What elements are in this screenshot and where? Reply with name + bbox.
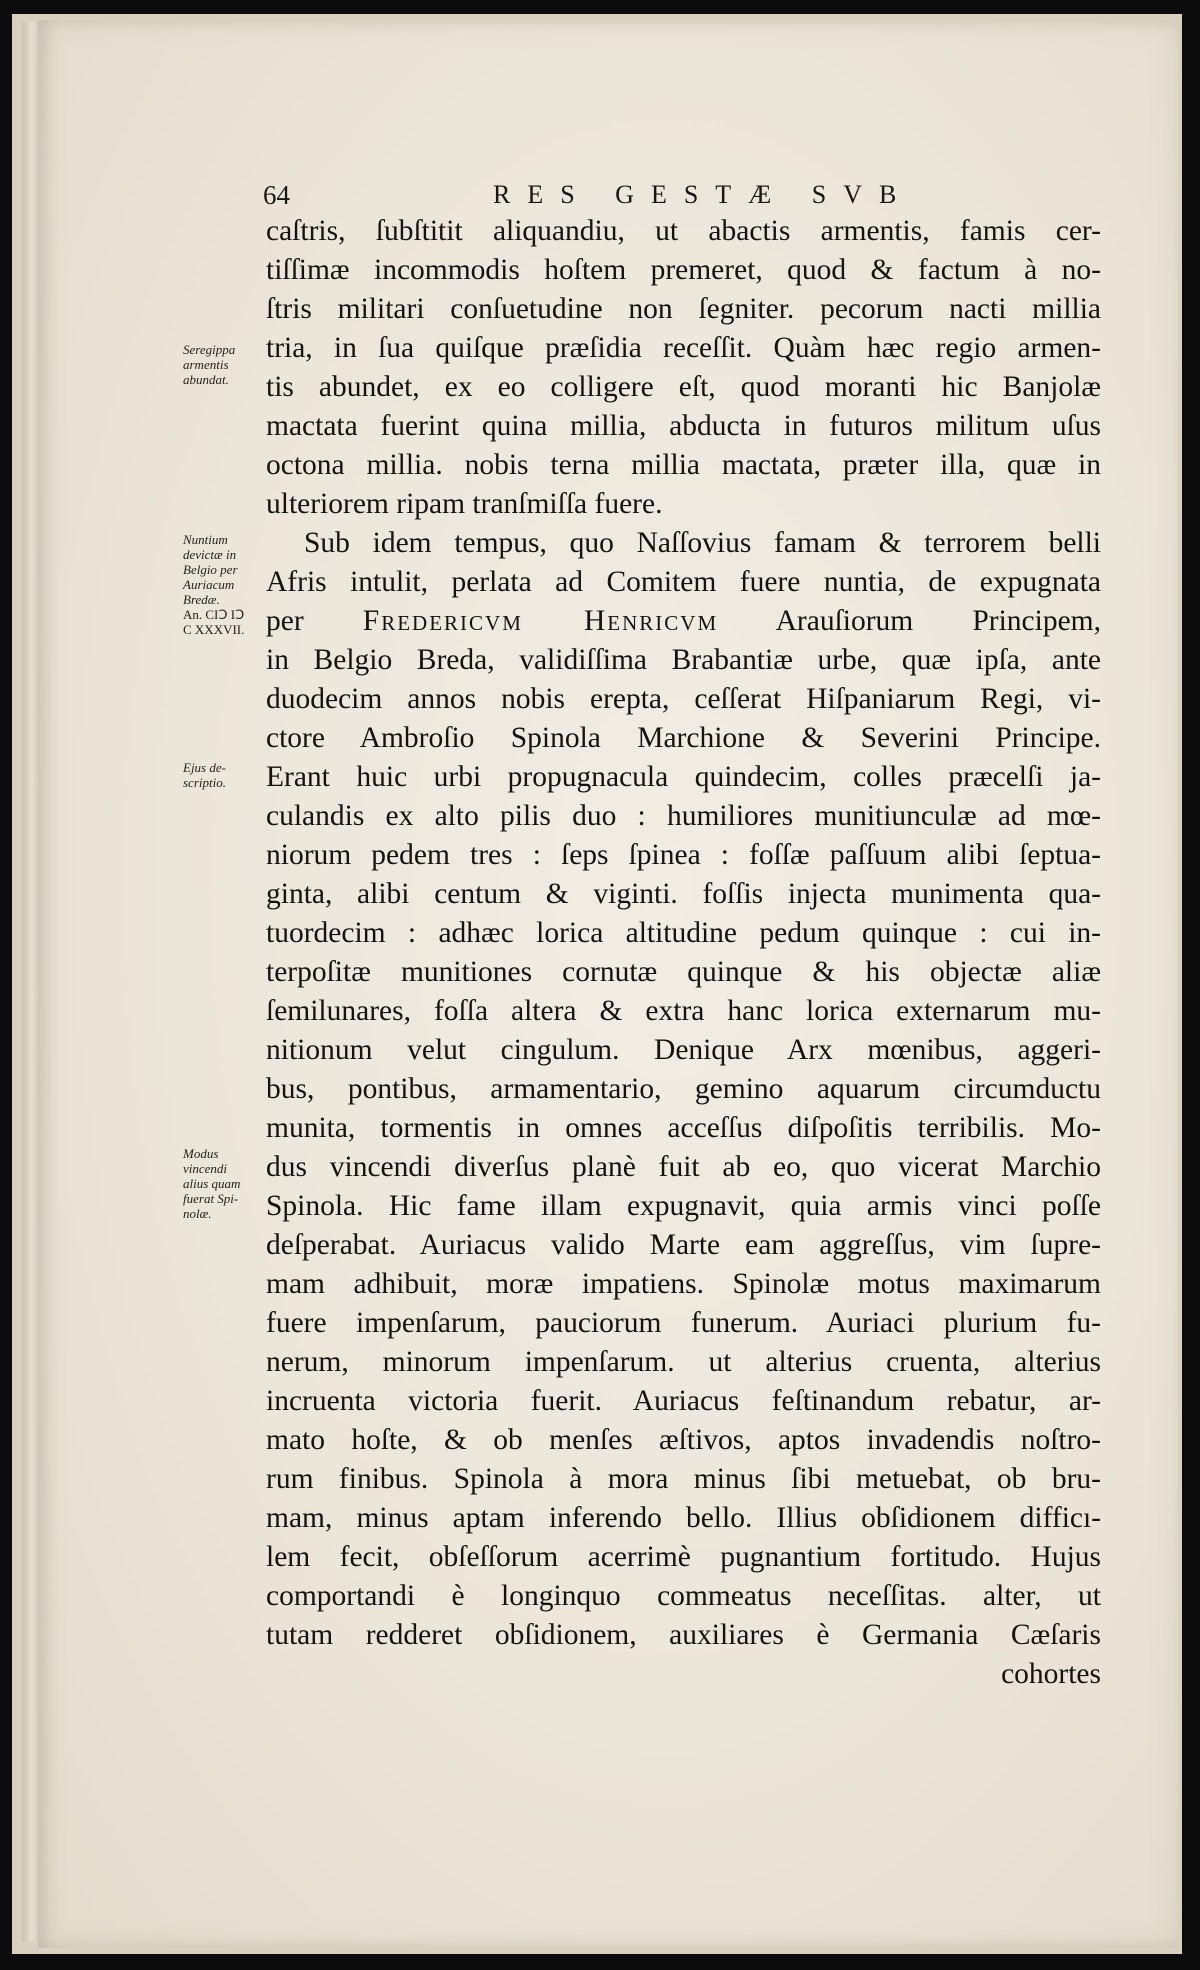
margin-note-line: vincendi	[183, 1161, 228, 1176]
margin-note-line: scriptio.	[183, 775, 226, 790]
margin-note-line: abundat.	[183, 372, 229, 387]
text-line-with-names	[266, 602, 1101, 641]
text-line: ctore Ambroſio Spinola Marchione & Severini Principe.	[266, 722, 1101, 754]
body-text	[266, 212, 1101, 1694]
text-line: in Belgio Breda, validiſſima Brabantiæ urbe, quæ ipſa, ante	[266, 644, 1101, 676]
text-line: tuordecim : adhæc lorica altitudine pedum quinque : cui in-	[266, 917, 1101, 949]
margin-note-line: C XXXVII.	[183, 622, 245, 637]
margin-note-line: alius quam	[183, 1176, 241, 1191]
text-line: ginta, alibi centum & viginti. foſſis injecta munimenta qua-	[266, 878, 1101, 910]
text-line: mam, minus aptam inferendo bello. Illius obſidionem difficı-	[266, 1502, 1101, 1534]
text-line: ſtris militari conſuetudine non ſegniter. pecorum nacti millia	[266, 293, 1101, 325]
text-line: deſperabat. Auriacus valido Marte eam aggreſſus, vim ſupre-	[266, 1229, 1101, 1261]
page-number: 64	[263, 180, 290, 210]
margin-note-line: devictæ in	[183, 547, 237, 562]
prince-name: Fredericvm Henricvm	[362, 605, 719, 637]
margin-note-line: armentis	[183, 357, 229, 372]
text-line: tiſſimæ incommodis hoſtem premeret, quod & factum à no-	[266, 254, 1101, 286]
text-line: dus vincendi diverſus planè fuit ab eo, quo vicerat Marchio	[266, 1151, 1101, 1183]
text-line-paragraph-start: Sub idem tempus, quo Naſſovius famam & terrorem belli	[304, 527, 1101, 559]
catchword: cohortes	[1001, 1658, 1101, 1690]
page-header	[263, 180, 1103, 210]
margin-note-line: Seregippa	[183, 342, 236, 357]
text-line: tis abundet, ex eo colligere eſt, quod moranti hic Banjolæ	[266, 371, 1101, 403]
text-line: incruenta victoria fuerit. Auriacus feſtinandum rebatur, ar-	[266, 1385, 1101, 1417]
margin-note-nuntium	[183, 532, 265, 637]
text-line: comportandi è longinquo commeatus neceſſitas. alter, ut	[266, 1580, 1101, 1612]
text-line: tutam redderet obſidionem, auxiliares è Germania Cæſaris	[266, 1619, 1101, 1651]
text-line: fuere impenſarum, pauciorum funerum. Auriaci plurium fu-	[266, 1307, 1101, 1339]
text-line: terpoſitæ munitiones cornutæ quinque & his objectæ aliæ	[266, 956, 1101, 988]
text-line: lem fecit, obſeſſorum acerrimè pugnantium fortitudo. Hujus	[266, 1541, 1101, 1573]
running-title: RES GESTÆ SVB	[493, 180, 914, 209]
text-line: Afris intulit, perlata ad Comitem fuere nuntia, de expugnata	[266, 566, 1101, 598]
text-line: ſemilunares, foſſa altera & extra hanc lorica externarum mu-	[266, 995, 1101, 1027]
page-edge-stack	[22, 22, 39, 1942]
margin-note-line: fuerat Spi-	[183, 1191, 239, 1206]
text-line: rum finibus. Spinola à mora minus ſibi metuebat, ob bru-	[266, 1463, 1101, 1495]
text-line: mato hoſte, & ob menſes æſtivos, aptos invadendis noſtro-	[266, 1424, 1101, 1456]
margin-note-line: Nuntium	[183, 532, 228, 547]
margin-note-ejus-descriptio	[183, 760, 265, 790]
text-line: culandis ex alto pilis duo : humiliores munitiunculæ ad mœ-	[266, 800, 1101, 832]
margin-note-line: Belgio per	[183, 562, 238, 577]
text-line: ulteriorem ripam tranſmiſſa fuere.	[266, 488, 663, 520]
text-line: bus, pontibus, armamentario, gemino aquarum circumductu	[266, 1073, 1101, 1105]
text-line: mactata fuerint quina millia, abducta in futuros militum uſus	[266, 410, 1101, 442]
margin-note-line: An. CIↃ IↃ	[183, 607, 245, 622]
text-line: nerum, minorum impenſarum. ut alterius cruenta, alterius	[266, 1346, 1101, 1378]
text-line: Spinola. Hic fame illam expugnavit, quia armis vinci poſſe	[266, 1190, 1101, 1222]
margin-note-line: Modus	[183, 1146, 219, 1161]
margin-note-modus-vincendi	[183, 1146, 265, 1221]
text-line: niorum pedem tres : ſeps ſpinea : foſſæ paſſuum alibi ſeptua-	[266, 839, 1101, 871]
text-line: caſtris, ſubſtitit aliquandiu, ut abactis armentis, famis cer-	[266, 215, 1101, 247]
margin-note-line: Auriacum	[183, 577, 235, 592]
text-line: Erant huic urbi propugnacula quindecim, colles præcelſi ja-	[266, 761, 1101, 793]
text-line: munita, tormentis in omnes acceſſus diſpoſitis terribilis. Mo-	[266, 1112, 1101, 1144]
text-line: mam adhibuit, moræ impatiens. Spinolæ motus maximarum	[266, 1268, 1101, 1300]
margin-note-seregippa	[183, 342, 265, 387]
text-line: duodecim annos nobis erepta, ceſſerat Hiſpaniarum Regi, vi-	[266, 683, 1101, 715]
text-line: nitionum velut cingulum. Denique Arx mœnibus, aggeri-	[266, 1034, 1101, 1066]
names-prefix: per	[266, 605, 363, 637]
margin-note-line: Ejus de-	[183, 760, 226, 775]
margin-note-line: Bredæ.	[183, 592, 220, 607]
text-line: tria, in ſua quiſque præſidia receſſit. Quàm hæc regio armen-	[266, 332, 1101, 364]
text-line: octona millia. nobis terna millia mactata, præter illa, quæ in	[266, 449, 1101, 481]
names-suffix: Arauſiorum Principem,	[718, 605, 1101, 637]
margin-note-line: nolæ.	[183, 1206, 212, 1221]
